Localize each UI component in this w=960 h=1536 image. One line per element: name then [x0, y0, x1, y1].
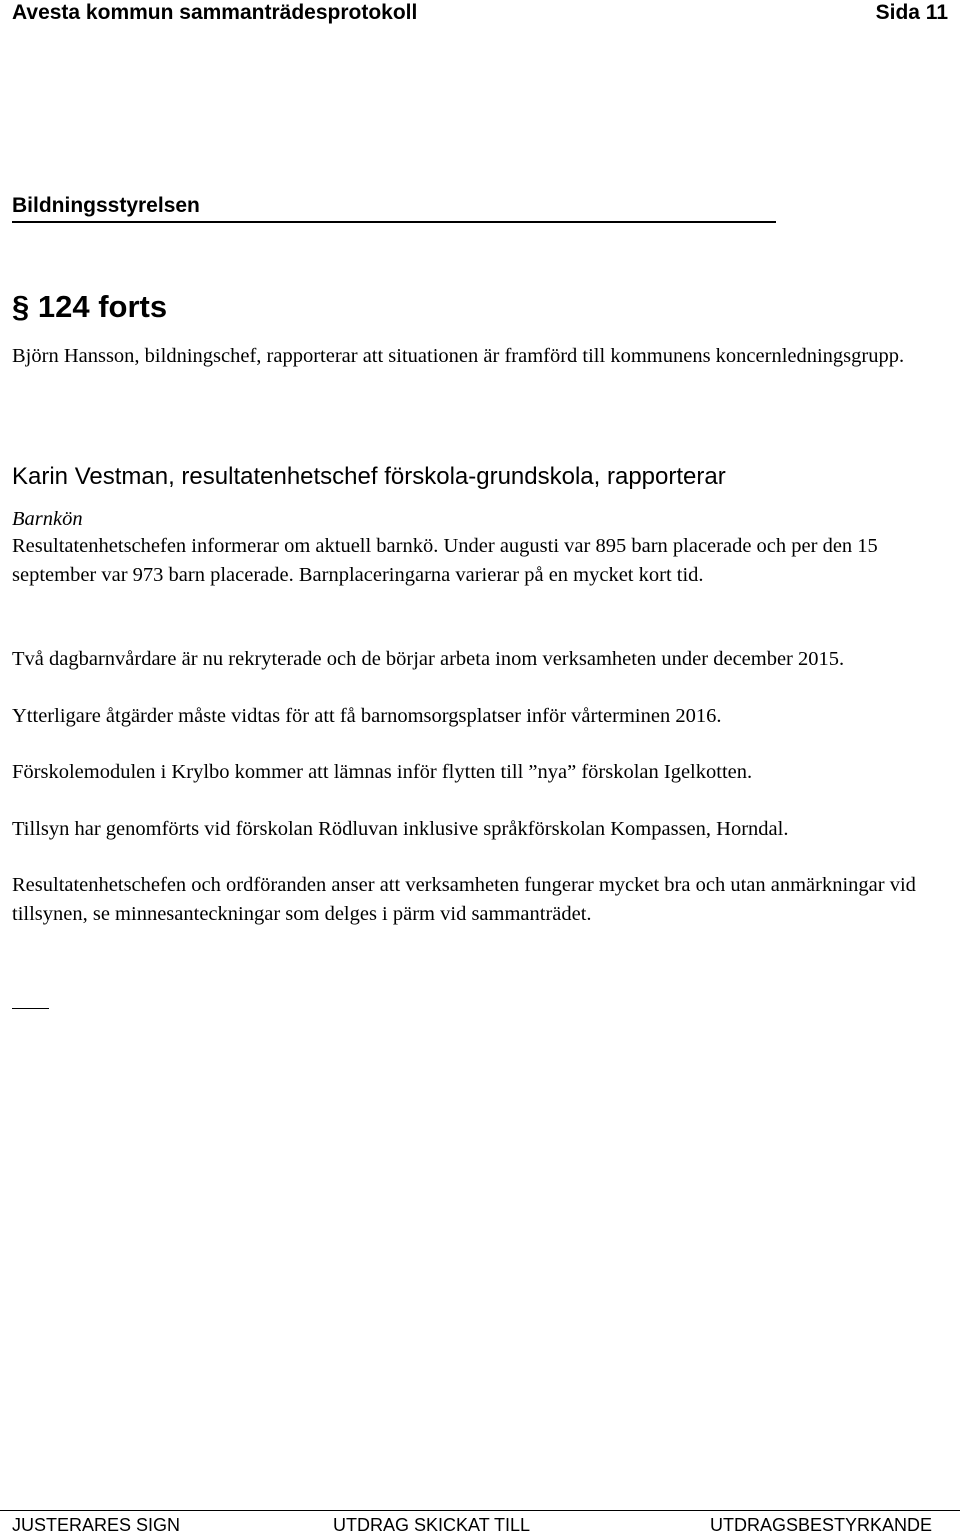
paragraph-conclusion: Resultatenhetschefen och ordföranden anser att verksamheten fungerar mycket bra och utan anmärkningar vid tillsynen, se minnesanteckningar som delges i pärm vid sammanträdet.	[12, 874, 916, 925]
paragraph-atgarder: Ytterligare åtgärder måste vidtas för att få barnomsorgsplatser inför vårterminen 2016.	[12, 705, 722, 727]
footer-divider	[0, 1510, 960, 1511]
paragraph-barnko: Resultatenhetschefen informerar om aktuell barnkö. Under augusti var 895 barn placerade och per den 15 september var 973 barn placerade. Barnplaceringarna varierar på en mycket kort tid.	[12, 535, 878, 586]
subheading-report: Karin Vestman, resultatenhetschef förskola-grundskola, rapporterar	[12, 463, 726, 490]
footer-sent-to-label: UTDRAG SKICKAT TILL	[333, 1515, 531, 1535]
paragraph-tillsyn: Tillsyn har genomförts vid förskolan Rödluvan inklusive språkförskolan Kompassen, Horndal.	[12, 818, 789, 840]
section-end-rule	[12, 1008, 49, 1009]
topic-label-barnko: Barnkön	[12, 508, 83, 530]
paragraph-report-bildningschef: Björn Hansson, bildningschef, rapporterar att situationen är framförd till kommunens koncernledningsgrupp.	[12, 345, 905, 367]
section-title: § 124 forts	[12, 289, 168, 324]
committee-underline	[12, 221, 776, 223]
footer-certifier-label: UTDRAGSBESTYRKANDE	[709, 1515, 932, 1535]
paragraph-forskolemodulen: Förskolemodulen i Krylbo kommer att lämnas inför flytten till ”nya” förskolan Igelkotten.	[12, 761, 753, 783]
committee-name: Bildningsstyrelsen	[12, 194, 200, 217]
paragraph-dagbarnvardare: Två dagbarnvårdare är nu rekryterade och de börjar arbeta inom verksamheten under december 2015.	[12, 648, 845, 670]
document-header-title: Avesta kommun sammanträdesprotokoll	[12, 1, 418, 24]
page-number: Sida 11	[875, 1, 948, 24]
footer-signature-label: JUSTERARES SIGN	[12, 1515, 181, 1535]
